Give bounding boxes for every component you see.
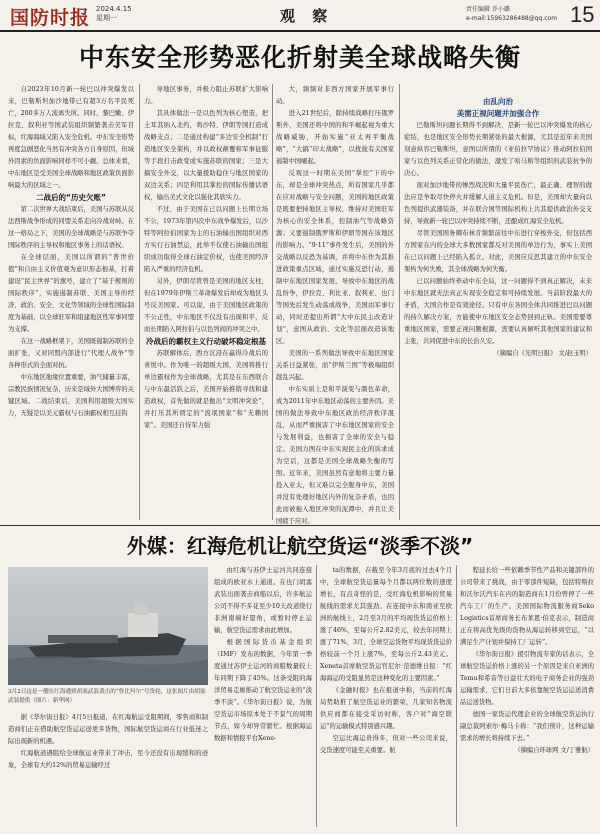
paragraph: 尽管美国国务卿布林肯频繁前往中东进行穿梭外交，但包括西方国家在内的全球大多数国家都反对美国的单边行为，事实上美国在已以问题上已经陷入孤立。对此，美国应反思其建立的中东安全架构为何失败，其全球战略为何失衡。 — [404, 230, 592, 273]
masthead — [0, 0, 600, 32]
article2-column-4 — [460, 565, 594, 830]
section-title: 观 察 — [280, 7, 334, 25]
paragraph: 导地区事务，并极力阻止苏联扩大影响力。 — [144, 86, 268, 105]
date-text: 2024.4.15 — [96, 5, 132, 13]
column-divider — [316, 565, 317, 827]
issue-date — [96, 5, 132, 23]
paragraph: 反观这一时期在美国“掌控”下的中东，却是全球冲突热点，所有国家几乎都在应对战略与安全问题，美国的地区政策是既要把持地区主导权，维持对美国驻军为核心的安全体系，控制油气等战略资源；又要遏制俄罗斯和伊朗等国在该地区的影响力。“9·11”事件发生后，美国的外交战略以反恐为基调，并将中东作为其推进政策重点区域，通过实施反恐行动，遏制中东地区国家发展，导致中东地区的战乱纷争，伊拉克、利比亚、叙利亚、也门等国先后发生动荡或战争，美国由军事行动，同时还提出所谓“大中东民主改造计划”，意图从政治、文化等层面改造该地区。 — [276, 170, 394, 345]
article2-headline: 外媒：红海危机让航空货运“淡季不淡” — [126, 534, 474, 558]
paragraph: 其具体做法一是以色列为核心塑造，把土耳其纳入北约，将沙特、伊朗等国打造成战略支点；二是通过构建“多边安全机制”打造地区安全架构，并以政权颠覆和军事征服等手段打击政变或实施苏联的国家；三是大搞安全外交，以大量援助稳住与地区国家的双边关系；四是利用其掌控的国际传播话语权，输出美式文化以强化其软实力。 — [144, 110, 268, 201]
article1-byline: （摘编自《光明日报》 文/赵玉明） — [493, 350, 592, 357]
paragraph: 不过，由于美国在已以问题上长期立场不公，1973年第四次中东战争爆发后，以沙特等阿拉伯国家为主的石油输出国组织对西方实行石油禁运，此举不仅使石油输出国组织成功取得全球石油定价权，也使美国经济陷入严重的经济危机。 — [144, 206, 268, 273]
paragraph: 程延长给一些依赖季节性产品和关键部件的公司带来了挑战，由于零部件短缺，包括特斯拉和沃尔沃汽车在内的制造商在1月份曾停了一些汽车工厂的生产。美国国际物流服务商Seko Logistics首席商务长布莱恩·伯克表示，制造商正在将高优先级的货物从海运转移到空运，“以满足生产计划并保持工厂运转”。 — [460, 567, 594, 646]
paragraph: 面对加沙地带的惨烈战况和大量平民伤亡，最正确、理智的做法应是争取尽快停火并缓解人道主义危机。但是，美国却大量向以色列提供武器装备，并在联合国等国际机构上共其提供政治外交支持，导致新一轮巴以冲突持续不断，还酿成红海安全危机。 — [404, 182, 592, 225]
paragraph: 中东实质上是和平演变与颜色革命，成为2011年中东地区动荡的主要外因。美国的做法导致中东地区政治经济秩序混乱，从而严重损害了中东地区国家的安全与发展利益，也损害了全球的安全与稳定。美国力图在中东实现民主化的诉求成为空话，这都是美国全球战略失衡的写照。近年来，美国虽然有意地将主要力量投入亚太，但又难以完全脱身中东，美国并没有处理好地区内外的复杂矛盾，也因此而被拖入地区冲突的泥潭中，并且让美国疲于应对。 — [276, 386, 394, 524]
paragraph: 另外，伊朗尽管曾是美国的地区支柱，但在1979年伊斯兰革命爆发后却成为地区头号反美国家。可以说，由于美国地区政策的不公正性，中东地区不仅没有出现和平，反而长期陷入阿拉伯与以色列间的冲突之中。 — [144, 278, 268, 333]
article1-column-4 — [404, 96, 592, 524]
paragraph: 在全球层面，美国以所谓的“普世价值”和自由主义价值观为意识形态根基，打着建设“民主世界”的旗号，建立了“基于规则的国际秩序”，实施遏制苏联、美国主导的经济、政治、安全、文化等领域的全球性国际制度为基础，以全球驻军和组建地区性军事同盟为支撑。 — [8, 254, 134, 333]
editor-email: e-mail:15963286488@qq.com — [466, 15, 558, 22]
paragraph: 巴勒斯坦问题长期得不到解决，是新一轮巴以冲突爆发的核心症结，也是地区安全形势长期紧张的最大根源，尤其是近年来美国刻意纵容巴勒斯坦，意图以所谓的《亚伯拉罕协议》推动阿拉伯国家与以色列关系正常化的做法，激发了哈马斯等组织的武装抗争的决心。 — [404, 122, 592, 177]
paragraph: 《华尔街日报》援引物流专家的话表示，全球航空货运价格上涨的另一个原因是来自亚洲的Temu和希音等日益壮大的电子商务企业的强劲运输需求，它们日前大多依靠航空货运运送消费品运送货物。 — [460, 651, 594, 706]
paragraph: 根据国际货币基金组织（IMF）发布的数据，今年第一季度通过苏伊士运河的商船数量较上年同期下降了45%。这条受阻的海洋贸易走廊推动了航空货运业的“淡季不淡”。《华尔街日报》说，为航空货运市场原本处于不景气的周期节点，如今却异常繁忙。根据海运数据和情报平台Xene- — [214, 639, 312, 742]
paragraph: ta的数据，在截至今年3月底的过去4个月中，全球航空货运量每个月都以两位数的速度增长，有点奇怪的是，受红海危机影响的贸易航线的需求尤其强劲。在连接中东和南亚至欧洲的航线上，2月至3月的平均现货货运价格上涨了46%，至每公斤2.82美元，较去年同期上涨了71%，3月，全球空运货物平均现货货运价格较前一个月上涨7%，至每公斤2.43美元。Xeneta首席航空货运官尼尔·范德维日报：“红海海运的受阻显然是这种变化的主要因素。” — [320, 567, 452, 682]
article2-column-3 — [320, 565, 452, 830]
paragraph: 大，频频对非西方国家开展军事行动。 — [276, 86, 394, 105]
paragraph: 德国一家货运代理企业的全球航空货运执行副总裁阿索尔·梅马卡称：“我们预计，这种运输需求的增长将持续下去。” — [460, 711, 594, 742]
paragraph: 第二次世界大战结束后，美国与苏联从反法西斯战争形成的同盟关系走向冷战对峙。在这一格局之下，美国的全球战略是与苏联争夺国际秩序的主导权和地区事务上的话语权。 — [8, 206, 134, 249]
article1-column-3 — [276, 84, 394, 524]
paragraph: 苏联解体后，西方沉浸在赢得冷战后的喜悦中。作为唯一的超级大国，美国将推行单边霸权作为全球战略，尤其是在东西联合与中东最活跃之后，美国开始推销寻找和建造政权，首先做的就是抛出“文明冲突论”，并打压其所谓定的“流氓国家”和“无赖国家”。美国还自恃军力强 — [144, 350, 268, 429]
article1-subhead-2: 冷战后的霸权主义行动破坏稳定根基 — [146, 337, 266, 346]
editor-name: 责任编辑 乔小璐 — [466, 6, 510, 13]
sinking-ship-image — [8, 567, 208, 685]
paragraph: 已以问题始终牵动中东全局，这一问题得不到真正解决，未来中东地区就无法真正实现安全稳定和可持续发展。当前阶段最大的矛盾，大国合作是有效途径。只有中东各国全体共同推进巴以问题的持久解决方案，方能使中东地区安全态势回到正轨。美国需要尊重地区国家，需要正视问题根源，需要认真倾听其他国家的建议和主张，共同促进中东的长治久安。 — [404, 278, 592, 345]
article2-byline: （摘编自环球网 文/丁雅航） — [514, 747, 594, 754]
paragraph: 空运比海运贵得多，但对一些公司来说，交货速度可能至关重要。航 — [320, 735, 452, 754]
paragraph: 自2023年10月新一轮巴以冲突爆发以来，巴勒斯坦加沙地带已有超3万名平民死亡，200多万人流离失所。同时，黎巴嫩、伊拉克、叙利亚等国武装组织频繁袭击美军目标，红海海域又陷入安全危机。中东安全形势再度急剧恶化当然有冲突各方自身原因，但域外因素的负面影响同样不可小觑。总体来看，中东地区是受美国全球战略和地区政策负面影响最大的区域之一。 — [8, 86, 134, 189]
paragraph: 《金融时报》也在报道中称，当前的红海局势助推了航空货运业的繁荣，几家知名物流供应商都在接受采访时称，客户对“海空联运”的运输模式特别感兴趣。 — [320, 687, 452, 730]
paragraph: 由红海与苏伊士运河共同连接组成的欧亚水上通道。在也门胡塞武装出面袭击商船以后，许多航运公司不得不多花至少10天改道绕行非洲南端好望角，或暂时停止运输，航空货运需求由此增加。 — [214, 567, 312, 634]
section-divider — [0, 525, 600, 526]
article1-column-2 — [144, 84, 268, 524]
article2-column-1 — [8, 712, 208, 830]
ship-photo — [8, 567, 208, 685]
page-number: 15 — [570, 2, 595, 27]
column-divider — [139, 84, 140, 520]
paragraph: 据《华尔街日报》4月5日报道，在红海航运受阻期间，零售商和制造商们正在借助航空货运运送更多货物，国际航空货运商在行业低迷之际出现新的机遇。 — [8, 714, 208, 745]
article1-subhead-1: 二战后的“历史欠账” — [36, 193, 106, 202]
article1-subhead-3: 由乱向治 美需正视问题并加强合作 — [456, 97, 540, 118]
column-divider — [456, 565, 457, 827]
photo-caption: 3月2日这是一艘在红海遭到胡塞武装袭击的“鲁比玛尔”号货轮，这张图片由胡塞武装提供（图片：新华网） — [8, 689, 206, 704]
paragraph: 中东地区地缘位置重要，油气储量丰富，宗教民族情况复杂，历来是域外大国博弈的关键区域。二战结束后，美国利用超级大国实力，无疑是以美元霸权与石油霸权相互挂钩 — [8, 374, 134, 417]
column-divider — [399, 84, 400, 520]
column-divider — [272, 84, 273, 520]
weekday-text: 星期一 — [96, 14, 117, 22]
paragraph: 美国的一系列做法导致中东地区国家关系日益紧张，而“伊斯兰国”等极端组织趁乱兴起。 — [276, 350, 394, 381]
article1-column-1 — [8, 84, 134, 524]
editor-info — [466, 5, 566, 23]
newspaper-logo: 国防时报 — [10, 7, 91, 29]
paragraph: 红海航道遇阻给全球航运业带来了冲击，至今还没有出现缓和的迹象，全球有大约12%的贸易运输经过 — [8, 750, 208, 769]
paragraph: 进入21世纪后，除持续战略打压俄罗斯外，美国还将中国的和平崛起视为重大战略威胁，开始实施“亚太再平衡战略”，“大搞“印太战略”，以扰拢有关国家遏制中国崛起。 — [276, 110, 394, 165]
article2-column-2 — [214, 565, 312, 830]
article1-headline: 中东安全形势恶化折射美全球战略失衡 — [78, 43, 521, 72]
paragraph: 在这一战略框架下，美国既遏制苏联的全面扩张，又对同盟内部进行“代理人战争”等各种形式的全面对抗。 — [8, 338, 134, 369]
